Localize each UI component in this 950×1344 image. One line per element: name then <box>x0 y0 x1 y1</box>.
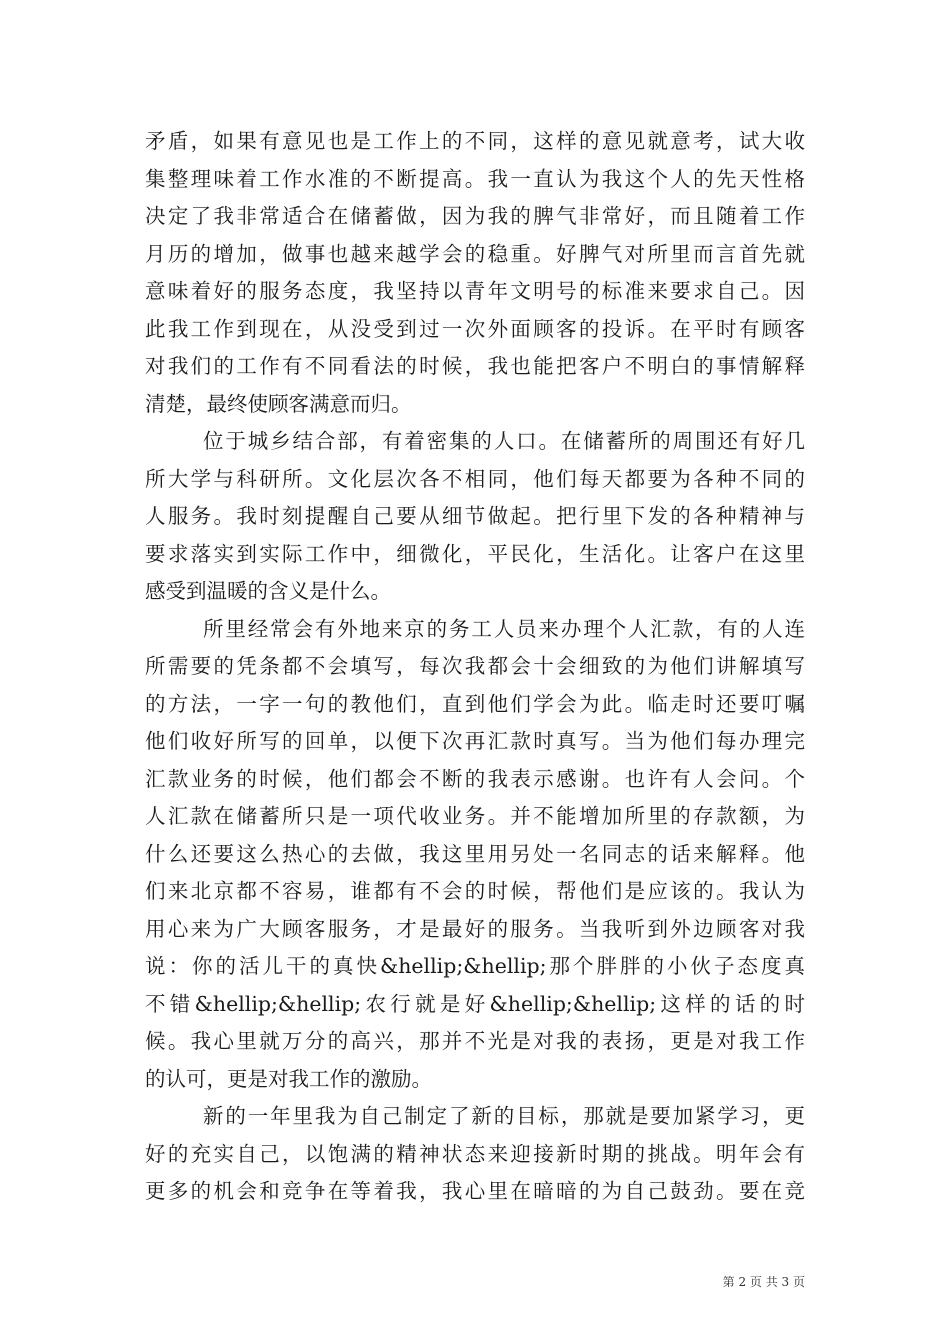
text-line: 候。我心里就万分的高兴，那并不光是对我的表扬，更是对我工作 <box>145 1029 805 1053</box>
text-line: 新的一年里我为自己制定了新的目标，那就是要加紧学习，更 <box>203 1104 805 1128</box>
text-line: 人汇款在储蓄所只是一项代收业务。并不能增加所里的存款额，为 <box>145 804 805 828</box>
text-line: 所里经常会有外地来京的务工人员来办理个人汇款，有的人连 <box>203 616 805 641</box>
page-number-footer: 第 2 页 共 3 页 <box>722 1275 805 1289</box>
text-line: 所需要的凭条都不会填写，每次我都会十会细致的为他们讲解填写 <box>145 654 805 678</box>
text-line: 矛盾，如果有意见也是工作上的不同，这样的意见就意考，试大收 <box>145 129 805 153</box>
paragraph-4 <box>145 1098 805 1211</box>
text-line: 意味着好的服务态度，我坚持以青年文明号的标准来要求自己。因 <box>145 279 805 303</box>
text-line: 说：你的活儿干的真快&hellip;&hellip;那个胖胖的小伙子态度真 <box>145 954 805 978</box>
text-line: 清楚，最终使顾客满意而归。 <box>145 391 412 416</box>
text-line: 不错&hellip;&hellip;农行就是好&hellip;&hellip;这样的话的时 <box>145 991 805 1016</box>
text-line: 所大学与科研所。文化层次各不相同，他们每天都要为各种不同的 <box>145 466 805 491</box>
text-line: 月历的增加，做事也越来越学会的稳重。好脾气对所里而言首先就 <box>145 241 805 266</box>
document-body <box>145 123 805 1211</box>
text-line: 人服务。我时刻提醒自己要从细节做起。把行里下发的各种精神与 <box>145 504 805 528</box>
text-line: 用心来为广大顾客服务，才是最好的服务。当我听到外边顾客对我 <box>145 916 805 941</box>
text-line: 要求落实到实际工作中，细微化，平民化，生活化。让客户在这里 <box>145 541 805 566</box>
paragraph-3 <box>145 611 805 1099</box>
text-line: 的认可，更是对我工作的激励。 <box>145 1066 432 1091</box>
text-line: 好的充实自己，以饱满的精神状态来迎接新时期的挑战。明年会有 <box>145 1141 805 1166</box>
text-line: 汇款业务的时候，他们都会不断的我表示感谢。也许有人会问。个 <box>145 766 805 791</box>
text-line: 此我工作到现在，从没受到过一次外面顾客的投诉。在平时有顾客 <box>145 316 805 341</box>
text-line: 对我们的工作有不同看法的时候，我也能把客户不明白的事情解释 <box>145 354 805 378</box>
text-line: 他们收好所写的回单，以便下次再汇款时真写。当为他们每办理完 <box>145 729 805 753</box>
text-line: 集整理味着工作水准的不断提高。我一直认为我这个人的先天性格 <box>145 166 805 191</box>
text-line: 更多的机会和竞争在等着我，我心里在暗暗的为自己鼓劲。要在竞 <box>145 1179 805 1203</box>
text-line: 决定了我非常适合在储蓄做，因为我的脾气非常好，而且随着工作 <box>145 204 805 228</box>
text-line: 的方法，一字一句的教他们，直到他们学会为此。临走时还要叮嘱 <box>145 691 805 716</box>
text-line: 位于城乡结合部，有着密集的人口。在储蓄所的周围还有好几 <box>203 429 805 453</box>
text-line: 什么还要这么热心的去做，我这里用另处一名同志的话来解释。他 <box>145 841 805 866</box>
text-line: 感受到温暖的含义是什么。 <box>145 579 391 603</box>
paragraph-2 <box>145 423 805 611</box>
text-line: 们来北京都不容易，谁都有不会的时候，帮他们是应该的。我认为 <box>145 879 805 903</box>
paragraph-1 <box>145 123 805 423</box>
